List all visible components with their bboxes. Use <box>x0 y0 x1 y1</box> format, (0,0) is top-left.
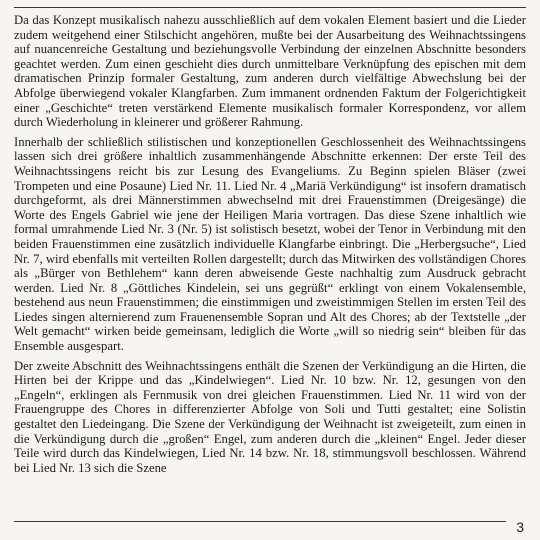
bottom-rule <box>14 521 506 522</box>
paragraph-first-section: Innerhalb der schließlich stilistischen und konzeptionellen Geschlossenheit des Weihnachtssingens lassen sich drei größere inhaltlich zusammenhängende Abschnitte erkennen: Der erste Teil des Weihnachtssingens reicht bis zur Lesung des Evangeliums. Zu Beginn spielen Bläser (zwei Trompeten und eine Posaune) Lied Nr. 11. Lied Nr. 4 „Mariä Verkündigung“ ist insofern dramatisch durchgeformt, als drei Männerstimmen abwechselnd mit drei Frauenstimmen (Dreigesänge) die Worte des Engels Gabriel wie jene der Heiligen Maria vortragen. Das diese Szene inhaltlich wie formal umrahmende Lied Nr. 3 (Nr. 5) ist solistisch besetzt, wobei der Tenor in Verbindung mit den beiden Frauenstimmen eine zusätzlich individuelle Klangfarbe einbringt. Die „Herbergsuche“, Lied Nr. 7, wird ebenfalls mit verteilten Rollen dargestellt; durch das Mitwirken des vollständigen Chores als „Bürger von Bethlehem“ kann deren abweisende Geste nachhaltig zum Ausdruck gebracht werden. Lied Nr. 8 „Göttliches Kindelein, sei uns gegrüßt“ erklingt von einem Vokalensemble, bestehend aus neun Frauenstimmen; die einstimmigen und zweistimmigen Stellen im ersten Teil des Liedes singen alternierend zum Frauenensemble Sopran und Alt des Chores; ab der Textstelle „der Welt gemacht“ wirken beide gemeinsam, lediglich die Worte „will so niedrig sein“ bleiben für das Ensemble ausgespart. <box>14 134 526 354</box>
paragraph-intro: Da das Konzept musikalisch nahezu ausschließlich auf dem vokalen Element basiert und die Lieder zudem weitgehend einer Stilschicht angehören, mußte bei der Ausarbeitung des Weihnachtssingens auf nuancenreiche Gestaltung und beziehungsvolle Verbindung der einzelnen Abschnitte besonders geachtet werden. Zum einen geschieht dies durch unmittelbare Verknüpfung des epischen mit dem dramatischen Prinzip formaler Gestaltung, zum anderen durch vielfältige Abwechslung bei der Abfolge überwiegend vokaler Klangfarben. Zum immanent ordnenden Faktum der Folgerichtigkeit einer „Geschichte“ treten verstärkend Elemente musikalisch formaler Korrespondenz, vor allem durch Wiederholung in kleinerer und größerer Rahmung. <box>14 13 526 130</box>
page-number: 3 <box>516 519 524 535</box>
top-rule <box>14 7 526 8</box>
body-text <box>14 13 526 480</box>
paragraph-second-section: Der zweite Abschnitt des Weihnachtssingens enthält die Szenen der Verkündigung an die Hirten, die Hirten bei der Krippe und das „Kindelwiegen“. Lied Nr. 10 bzw. Nr. 12, gesungen von den „Engeln“, erklingen als Fernmusik von drei gleichen Frauenstimmen. Lied Nr. 11 wird von der Frauengruppe des Chores in differenzierter Abfolge von Soli und Tutti gestaltet; eine Solistin gestaltet den Liedeingang. Die Szene der Verkündigung der Weihnacht ist zweigeteilt, zum einen in die Verkündigung durch die „großen“ Engel, zum anderen durch die „kleinen“ Engel. Jeder dieser Teile wird durch das Kindelwiegen, Lied Nr. 14 bzw. Nr. 18, stimmungsvoll beschlossen. Während bei Lied Nr. 13 sich die Szene <box>14 358 526 475</box>
